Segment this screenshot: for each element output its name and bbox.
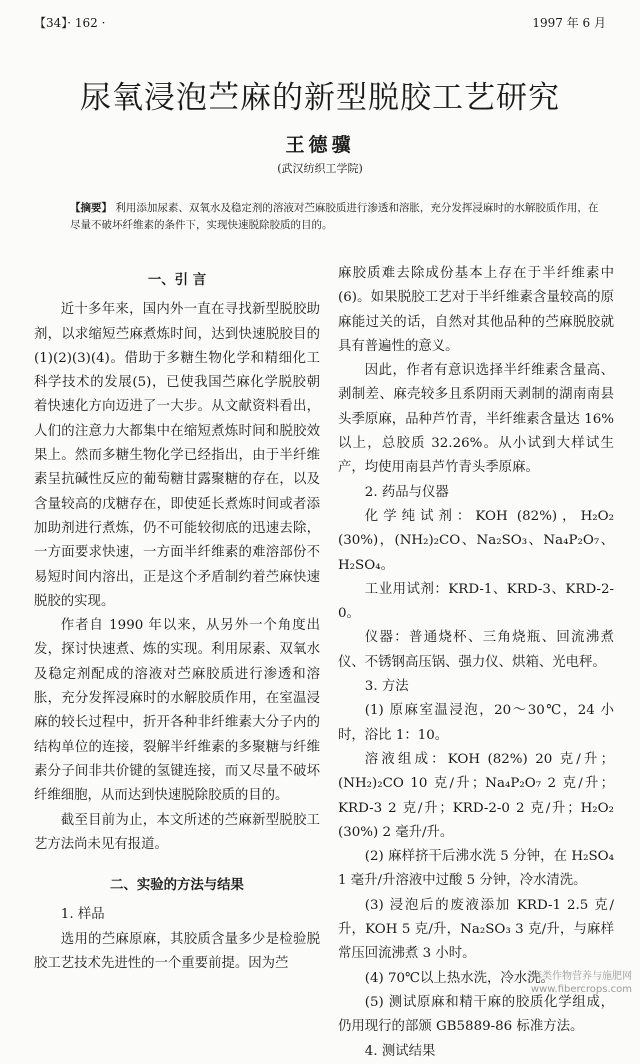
paragraph: (5) 测试原麻和精干麻的胶质化学组成，仍用现行的部颁 GB5889-86 标准方法。 (338, 994, 614, 1035)
paragraph: (1) 原麻室温浸泡，20～30℃，24 小时，浴比 1：10。 (338, 703, 614, 743)
abstract-text: 利用添加尿素、双氧水及稳定剂的溶液对苎麻胶质进行渗透和溶胀，充分发挥浸麻时的水解胶质作用，在尽量不破坏纤维素的条件下，实现快速脱除胶质的目的。 (70, 202, 599, 231)
paragraph: 截至目前为止，本文所述的苎麻新型脱胶工艺方法尚未见有报道。 (34, 812, 320, 852)
abstract (70, 200, 605, 234)
publication-date: 1997 年 6 月 (532, 16, 606, 30)
paper-title: 尿氧浸泡苎麻的新型脱胶工艺研究 (80, 80, 560, 116)
left-column (34, 262, 320, 976)
right-column (338, 262, 614, 1064)
subsection-heading: 4. 测试结果 (364, 1043, 436, 1059)
subsection-heading: 2. 药品与仪器 (364, 484, 449, 500)
watermark-url: www.fibercrops.com (530, 984, 632, 995)
issue-page-label: 【34】· 162 · (34, 16, 106, 30)
watermark-site-name: 麻类作物营养与施肥网 (532, 971, 632, 982)
paragraph: 麻胶质难去除成份基本上存在于半纤维素中(6)。如果脱胶工艺对于半纤维素含量较高的原麻能过关的话，自然对其他品种的苎麻脱胶就具有普遍性的意义。 (338, 266, 614, 354)
section-heading-introduction: 一、引 言 (147, 272, 207, 288)
paragraph: (3) 浸泡后的废液添加 KRD-1 2.5 克/升，KOH 5 克/升，Na₂SO₃ 3 克/升，与麻样常压回流沸煮 3 小时。 (338, 897, 614, 962)
paragraph: 因此，作者有意识选择半纤维素含量高、剥制差、麻壳较多且系阴雨天剥制的湖南南县头季原麻，品种芦竹青，半纤维素含量达 16%以上，总胶质 32.26%。从小试到大样试生产，均使用南县芦竹青头季原麻。 (338, 363, 614, 476)
author-affiliation: (武汉纺织工学院) (277, 162, 363, 175)
paragraph: 溶液组成：KOH (82%) 20 克/升；(NH₂)₂CO 10 克/升；Na₄P₂O₇ 2 克/升；KRD-3 2 克/升；KRD-2-0 2 克/升；H₂O₂ (30%) 2 毫升/升。 (338, 751, 614, 840)
section-heading-methods: 二、实验的方法与结果 (110, 877, 244, 894)
paragraph: 工业用试剂：KRD-1、KRD-3、KRD-2-0。 (338, 581, 614, 622)
subsection-heading: 1. 样品 (60, 907, 105, 923)
author-name: 王德骥 (285, 134, 355, 156)
paragraph: 作者自 1990 年以来，从另外一个角度出发，探讨快速煮、炼的实现。利用尿素、双氧水及稳定剂配成的溶液对苎麻胶质进行渗透和溶胀，充分发挥浸麻时的水解胶质作用，在室温浸麻的较长过程中，折开各种非纤维素大分子内的结构单位的连接，裂解半纤维素的多聚糖与纤维素分子间非共价键的氢键连接，而又尽量不破坏纤维细胞，从而达到快速脱除胶质的目的。 (34, 618, 320, 804)
paragraph: 选用的苎麻原麻，其胶质含量多少是检验脱胶工艺技术先进性的一个重要前提。因为苎 (34, 931, 320, 972)
paragraph: 近十多年来，国内外一直在寻找新型脱胶助剂，以求缩短苎麻煮炼时间，达到快速脱胶目的(1)(2)(3)(4)。借助于多糖生物化学和精细化工科学技术的发展(5)，已使我国苎麻化学脱胶朝着快速化方向迈进了一大步。从文献资料看出，人们的注意力大都集中在缩短煮炼时间和脱胶效果上。然而多糖生物化学已经指出，由于半纤维素呈抗碱性反应的葡萄糖甘露聚糖的存在，以及含量较高的戊糖存在，即使延长煮炼时间或者添加助剂进行煮炼，仍不可能较彻底的迅速去除，一方面要求快速，一方面半纤维素的难溶部份不易短时间内溶出，正是这个矛盾制约着苎麻快速脱胶的实现。 (34, 302, 320, 609)
paragraph: (2) 麻样挤干后沸水洗 5 分钟，在 H₂SO₄ 1 毫升/升溶液中过酸 5 分钟，冷水清洗。 (338, 849, 614, 889)
subsection-heading: 3. 方法 (364, 679, 409, 695)
paragraph: 仪器：普通烧杯、三角烧瓶、回流沸煮仪、不锈钢高压锅、强力仪、烘箱、光电秤。 (338, 630, 614, 670)
running-header (34, 14, 606, 34)
paragraph: 化学纯试剂：KOH (82%)，H₂O₂ (30%)，(NH₂)₂CO、Na₂SO₃、Na₄P₂O₇、H₂SO₄。 (338, 508, 614, 573)
watermark (531, 970, 632, 996)
paragraph: (4) 70℃以上热水洗，冷水洗。 (364, 970, 554, 986)
abstract-label: 【摘要】 (70, 202, 112, 214)
